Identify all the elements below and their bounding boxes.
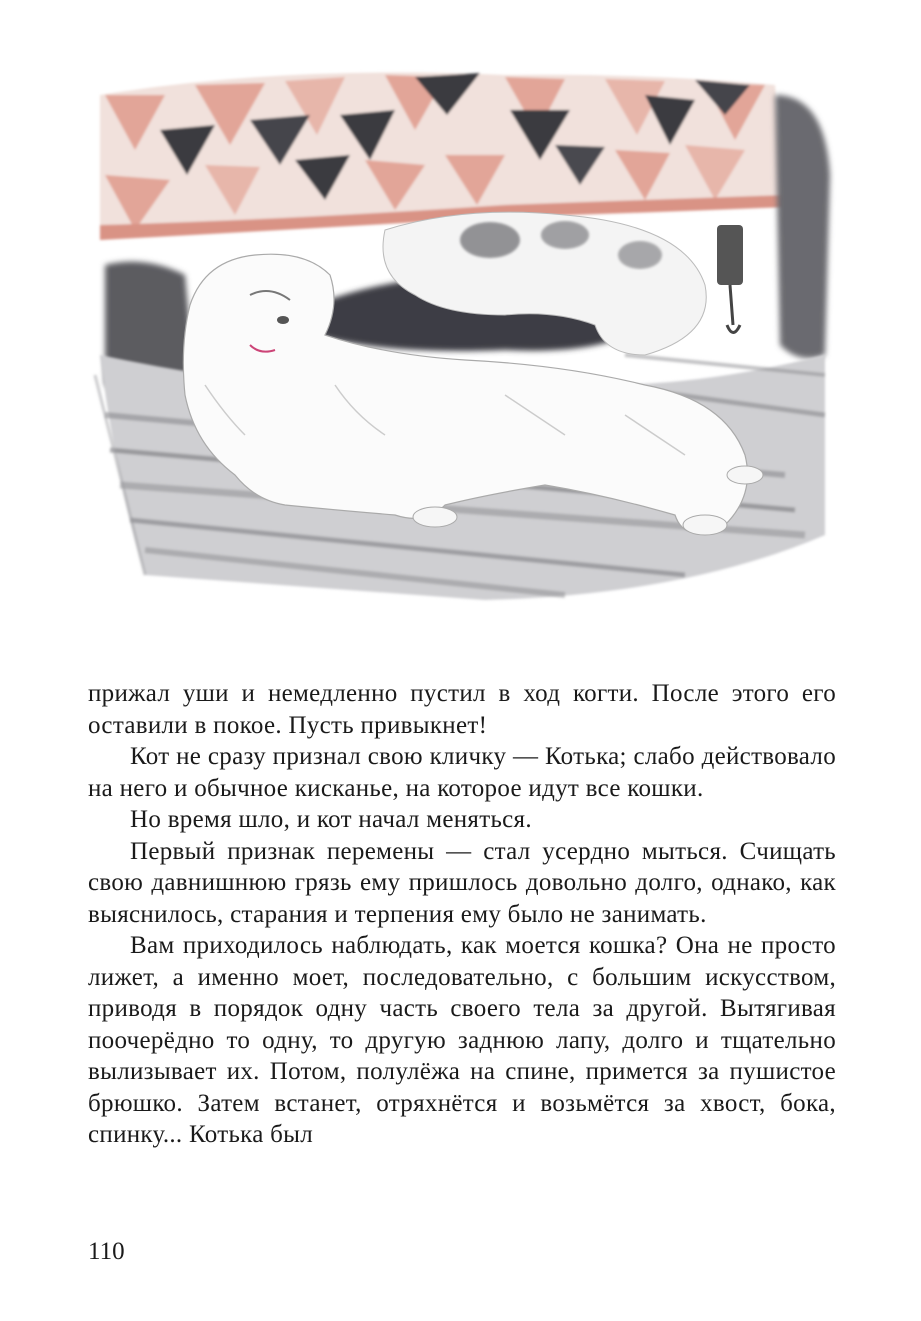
paragraph: Но время шло, и кот начал меняться. (130, 806, 532, 833)
illustration-cat-on-rug (85, 55, 845, 625)
white-cat (183, 212, 763, 535)
hanging-latch (717, 225, 743, 333)
paragraph: Кот не сразу признал свою кличку — Котька; слабо действовало на него и обычное кисканье, на которое идут все кошки. (88, 743, 836, 802)
paragraph: Первый признак перемены — стал усердно мыться. Счищать свою давнишнюю грязь ему пришлось довольно долго, однако, как выяснилось, старания и терпения ему было не занимать. (88, 837, 836, 928)
body-text (88, 678, 836, 1151)
paragraph: прижал уши и немедленно пустил в ход когти. После этого его оставили в покое. Пусть привыкнет! (88, 680, 836, 739)
quilt-bedspread (100, 73, 785, 241)
cat-illustration-svg (85, 55, 845, 625)
page-number: 110 (88, 1238, 125, 1265)
paragraph: Вам приходилось наблюдать, как моется кошка? Она не просто лижет, а именно моет, последовательно, с большим искусством, приводя в порядок одну часть своего тела за другой. Вытягивая поочерёдно то одну, то другую заднюю лапу, долго и тщательно вылизывает их. Потом, полулёжа на спине, примется за пушистое брюшко. Затем встанет, отряхнётся и возьмётся за хвост, бока, спинку... Котька был (88, 932, 836, 1148)
